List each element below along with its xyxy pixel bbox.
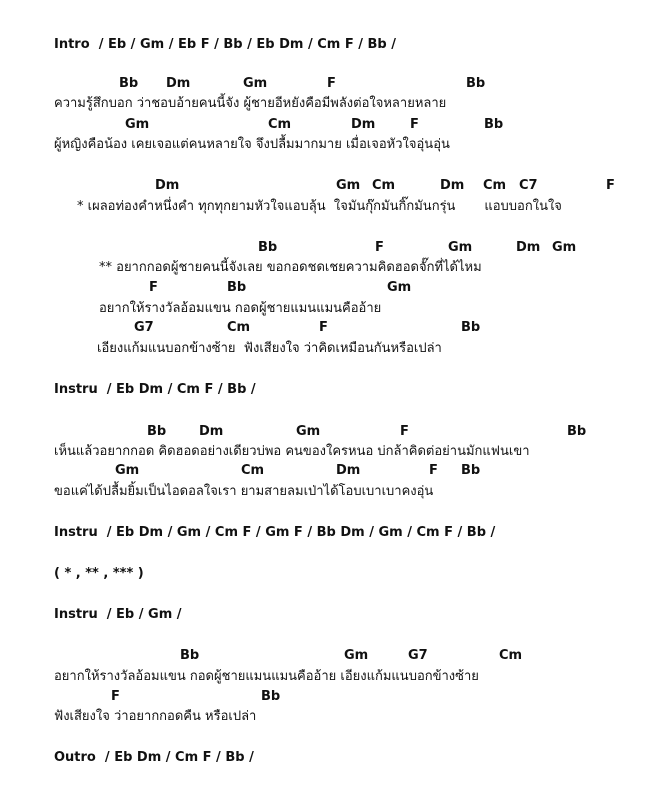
- lyric-line: ฟังเสียงใจ ว่าอยากกอดคืน หรือเปล่า: [54, 709, 257, 724]
- chord: Dm: [351, 117, 376, 132]
- chord: Bb: [119, 76, 139, 91]
- chord: Cm: [268, 117, 292, 132]
- chord: F: [606, 178, 615, 193]
- chord: Dm: [155, 178, 180, 193]
- lyric-line: ** อยากกอดผู้ชายคนนี้จังเลย ขอกอดชดเชยความคิดฮอดจั๊กที่ได้ไหม: [99, 260, 482, 275]
- chord: Gm: [448, 240, 473, 255]
- chord: Cm: [372, 178, 396, 193]
- chord: Bb: [180, 648, 200, 663]
- chord: Dm: [516, 240, 541, 255]
- chord: F: [111, 689, 120, 704]
- instru-line: Instru / Eb Dm / Cm F / Bb /: [54, 382, 256, 397]
- chord: F: [429, 463, 438, 478]
- chord: Bb: [567, 424, 587, 439]
- chord: Gm: [387, 280, 412, 295]
- chord: F: [149, 280, 158, 295]
- instru-line: Instru / Eb Dm / Gm / Cm F / Gm F / Bb Dm / Gm / Cm F / Bb /: [54, 525, 496, 540]
- chord: C7: [519, 178, 538, 193]
- chord: Cm: [241, 463, 265, 478]
- repeat-marker: ( * , ** , *** ): [54, 566, 144, 581]
- chord: Cm: [499, 648, 523, 663]
- chord: Gm: [296, 424, 321, 439]
- chord: Bb: [484, 117, 504, 132]
- chord: Dm: [440, 178, 465, 193]
- lyric-line: อยากให้รางวัลอ้อมแขน กอดผู้ชายแมนแมนคืออ้าย เอียงแก้มแนบอกข้างซ้าย: [54, 669, 479, 684]
- chord: Cm: [483, 178, 507, 193]
- chord: Bb: [227, 280, 247, 295]
- lyric-line: เอียงแก้มแนบอกข้างซ้าย ฟังเสียงใจ ว่าคิดเหมือนกันหรือเปล่า: [97, 341, 442, 356]
- chord: F: [319, 320, 328, 335]
- lyric-line: เห็นแล้วอยากกอด คิดฮอดอย่างเดียวบ่พอ คนของใครหนอ บ่กล้าคิดต่อย่านมักแฟนเขา: [54, 444, 530, 459]
- chord: Gm: [336, 178, 361, 193]
- chord: Dm: [336, 463, 361, 478]
- chord: Dm: [199, 424, 224, 439]
- lyric-line: ผู้หญิงคือน้อง เคยเจอแต่คนหลายใจ จึงปลื้มมากมาย เมื่อเจอหัวใจอุ่นอุ่น: [54, 137, 450, 152]
- lyric-line: อยากให้รางวัลอ้อมแขน กอดผู้ชายแมนแมนคืออ้าย: [99, 301, 382, 316]
- chord: Bb: [258, 240, 278, 255]
- lyric-line: ขอแค่ได้ปลื้มยิ้มเป็นไอดอลใจเรา ยามสายลมเป่าได้โอบเบาเบาคงอุ่น: [54, 484, 434, 499]
- chord: Gm: [344, 648, 369, 663]
- chord: Dm: [166, 76, 191, 91]
- chord: Bb: [461, 463, 481, 478]
- chord: Gm: [552, 240, 577, 255]
- chord: Gm: [115, 463, 140, 478]
- chord: F: [400, 424, 409, 439]
- chord: Bb: [466, 76, 486, 91]
- chord: Bb: [261, 689, 281, 704]
- chord: G7: [408, 648, 428, 663]
- chord: Bb: [461, 320, 481, 335]
- lyric-line: ความรู้สึกบอก ว่าชอบอ้ายคนนี้จัง ผู้ชายอีหยังคือมีพลังต่อใจหลายหลาย: [54, 96, 447, 111]
- chord: Cm: [227, 320, 251, 335]
- intro-line: Intro / Eb / Gm / Eb F / Bb / Eb Dm / Cm F / Bb /: [54, 37, 397, 52]
- chord: F: [327, 76, 336, 91]
- chord: F: [410, 117, 419, 132]
- chord: G7: [134, 320, 154, 335]
- lyric-line: * เผลอท่องคำหนึ่งคำ ทุกทุกยามหัวใจแอบลุ้น ใจมันกุ๊กมันกิ๊กมันกรุ่น แอบบอกในใจ: [77, 199, 562, 214]
- instru-line: Instru / Eb / Gm /: [54, 607, 182, 622]
- chord: Gm: [243, 76, 268, 91]
- outro-line: Outro / Eb Dm / Cm F / Bb /: [54, 750, 254, 765]
- chord: Bb: [147, 424, 167, 439]
- chord: F: [375, 240, 384, 255]
- chord: Gm: [125, 117, 150, 132]
